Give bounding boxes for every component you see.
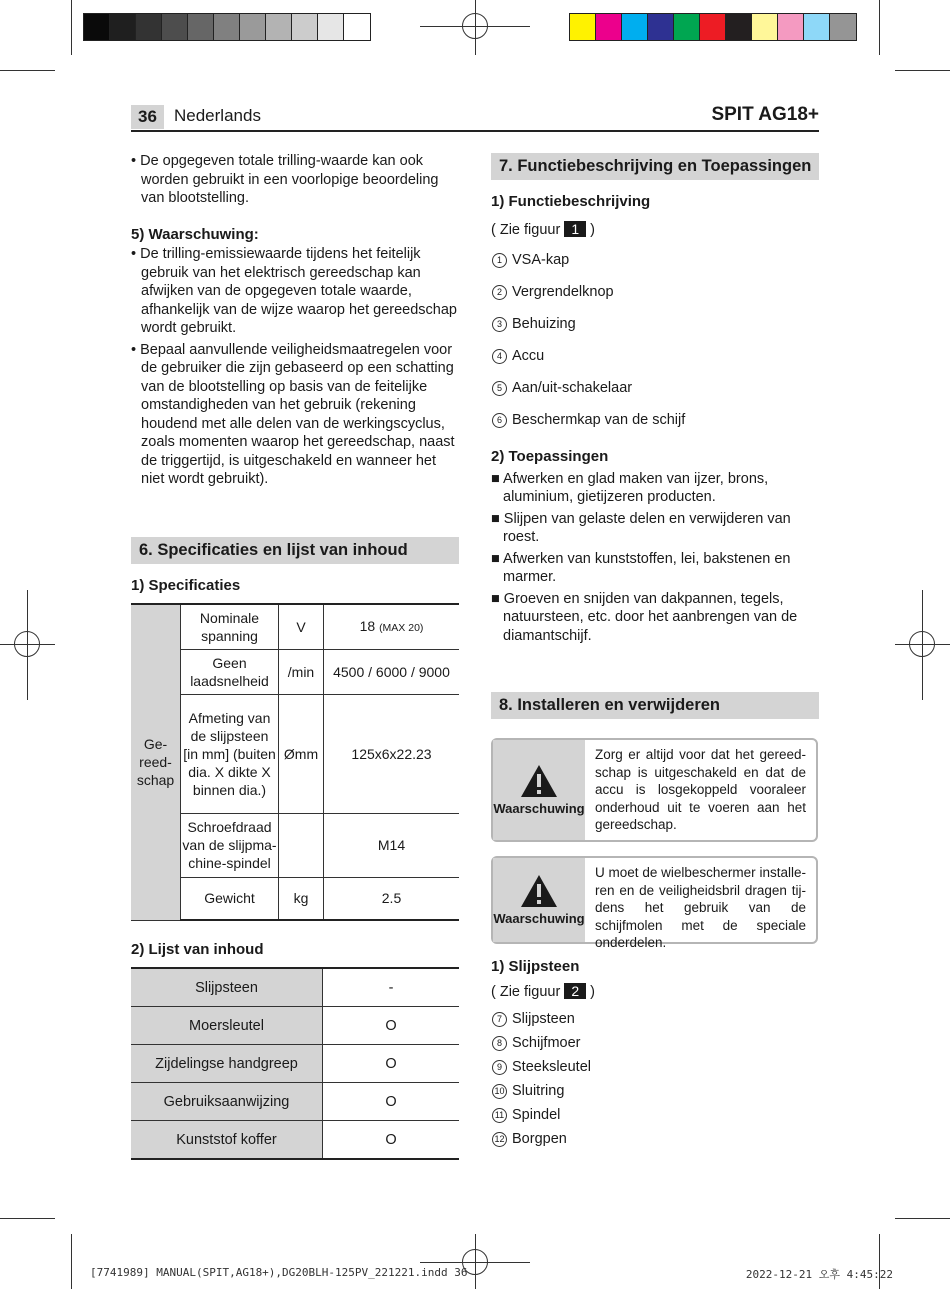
warning-label: Waarschuwing [493, 911, 585, 926]
part-label: Sluitring [512, 1083, 565, 1099]
gray-color-bar [83, 13, 371, 41]
registration-mark [14, 631, 40, 657]
warning-triangle-icon [520, 874, 558, 908]
part-item [492, 380, 632, 396]
part-item [492, 284, 614, 300]
color-swatch [188, 14, 214, 40]
spec-value: 4500 / 6000 / 9000 [324, 649, 460, 694]
figure-number-box: 1 [564, 221, 586, 237]
figure-ref-suffix: ) [590, 984, 595, 1000]
warning-text: Zorg er altijd voor dat het gereed-schap is uitgeschakeld en dat de accu is losgekoppeld vooraleer onderhoud uit te voeren aan het gereedschap. [595, 747, 806, 832]
color-swatch [136, 14, 162, 40]
color-swatch [622, 14, 648, 40]
product-title: SPIT AG18+ [711, 104, 819, 125]
color-swatch [752, 14, 778, 40]
cmyk-color-bar [569, 13, 857, 41]
warning-label: Waarschuwing [493, 801, 585, 816]
part-number: 11 [492, 1108, 507, 1123]
color-swatch [344, 14, 370, 40]
warning-bullet: • De trilling-emissiewaarde tijdens het feitelijk gebruik van het elektrisch gereedschap kan afwijken van de opgegeven totale waarde, afhankelijk van de wijze waarop het gereedschap wordt gebruikt. [131, 246, 457, 336]
color-swatch [674, 14, 700, 40]
table-row [131, 1007, 459, 1045]
color-swatch [292, 14, 318, 40]
part-label: Beschermkap van de schijf [512, 412, 686, 428]
registration-mark [909, 631, 935, 657]
part-item [492, 316, 576, 332]
figure-ref-prefix: ( Zie figuur [491, 984, 561, 1000]
spec-name: Geen laadsnelheid [181, 649, 279, 694]
part-label: Vergrendelknop [512, 284, 614, 300]
contents-value: O [323, 1007, 460, 1045]
spec-unit [279, 813, 324, 877]
part-label: Spindel [512, 1107, 561, 1123]
section-8-title: 8. Installeren en verwijderen [491, 692, 819, 719]
color-swatch [700, 14, 726, 40]
part-label: Borgpen [512, 1131, 567, 1147]
contents-table [131, 967, 459, 1160]
contents-item: Zijdelingse handgreep [131, 1045, 323, 1083]
application-item: ■ Groeven en snijden van dakpannen, tegels, natuursteen, etc. door het aanbrengen van de diamantschijf. [491, 590, 798, 644]
color-swatch [648, 14, 674, 40]
color-swatch [110, 14, 136, 40]
part-label: Schijfmoer [512, 1035, 581, 1051]
part-item [492, 1107, 560, 1123]
contents-item: Kunststof koffer [131, 1121, 323, 1160]
part-item [492, 1059, 591, 1075]
contents-value: O [323, 1121, 460, 1160]
color-swatch [162, 14, 188, 40]
figure-reference [491, 983, 595, 1000]
part-item [492, 1083, 564, 1099]
part-number: 8 [492, 1036, 507, 1051]
specifications-table [131, 603, 459, 921]
table-row [131, 604, 459, 649]
function-heading: 1) Functiebeschrijving [491, 193, 651, 210]
part-item [492, 252, 569, 268]
left-column-text [131, 152, 461, 489]
color-swatch [830, 14, 856, 40]
header-rule [131, 130, 819, 132]
part-number: 6 [492, 413, 507, 428]
spec-name: Afmeting van de slijpsteen [in mm] (buiten dia. X dikte X binnen dia.) [181, 694, 279, 813]
page-number: 36 [131, 105, 164, 129]
file-slug: [7741989] MANUAL(SPIT,AG18+),DG20BLH-125PV_221221.indd 36 [90, 1266, 468, 1279]
intro-bullet: • De opgegeven totale trilling-waarde kan ook worden gebruikt in een voorlopige beoordeling van blootstelling. [131, 153, 439, 206]
part-label: VSA-kap [512, 252, 570, 268]
color-swatch [804, 14, 830, 40]
application-item: ■ Afwerken van kunststoffen, lei, bakstenen en marmer. [491, 550, 791, 585]
warning-heading: 5) Waarschuwing: [131, 225, 259, 243]
part-item [492, 412, 685, 428]
crop-mark [895, 1218, 950, 1219]
warning-icon-panel [493, 740, 585, 840]
part-label: Aan/uit-schakelaar [512, 380, 633, 396]
part-number: 2 [492, 285, 507, 300]
color-swatch [570, 14, 596, 40]
table-row [131, 968, 459, 1007]
table-row [131, 694, 459, 813]
language-label: Nederlands [174, 106, 261, 125]
contents-value: - [323, 968, 460, 1007]
color-swatch [240, 14, 266, 40]
table-row [131, 1083, 459, 1121]
spec-unit: /min [279, 649, 324, 694]
part-number: 4 [492, 349, 507, 364]
crop-mark [71, 0, 72, 55]
contents-value: O [323, 1045, 460, 1083]
part-label: Accu [512, 348, 545, 364]
warning-triangle-icon [520, 764, 558, 798]
spec-group-label: Ge-reed-schap [131, 604, 181, 920]
warning-box [491, 738, 818, 842]
section-7-title: 7. Functiebeschrijving en Toepassingen [491, 153, 819, 180]
color-swatch [596, 14, 622, 40]
part-item [492, 348, 544, 364]
warning-box [491, 856, 818, 950]
spec-name: Gewicht [181, 877, 279, 920]
table-row [131, 1045, 459, 1083]
part-number: 1 [492, 253, 507, 268]
warning-bullet: • Bepaal aanvullende veiligheidsmaatregelen voor de gebruiker die zijn gebaseerd op een schatting van de blootstelling op basis van de feitelijke omstandigheden van het gebruik (rekening houdend met alle delen van de werkingscyclus, zoals momenten waarop het gereedschap, naast de triggertijd, is uitgeschakeld en wanneer het niet wordt gebruikt). [131, 341, 455, 487]
part-label: Slijpsteen [512, 1011, 575, 1027]
specifications-heading: 1) Specificaties [131, 577, 241, 594]
crop-mark [71, 1234, 72, 1289]
crop-mark [895, 70, 950, 71]
table-row [131, 877, 459, 920]
application-item: ■ Afwerken en glad maken van ijzer, brons, aluminium, gietijzeren producten. [491, 470, 769, 505]
contents-item: Slijpsteen [131, 968, 323, 1007]
print-timestamp: 2022-12-21 오후 4:45:22 [745, 1268, 893, 1281]
applications-heading: 2) Toepassingen [491, 448, 609, 465]
crop-mark [0, 1218, 55, 1219]
part-number: 12 [492, 1132, 507, 1147]
applications [491, 448, 821, 645]
spec-unit: kg [279, 877, 324, 920]
table-row [131, 1121, 459, 1160]
part-number: 5 [492, 381, 507, 396]
spec-unit: V [279, 604, 324, 649]
figure-reference [491, 221, 595, 238]
spec-value-suffix: (MAX 20) [379, 621, 424, 634]
figure-ref-suffix: ) [590, 222, 595, 238]
contents-item: Gebruiksaanwijzing [131, 1083, 323, 1121]
section-6-title: 6. Specificaties en lijst van inhoud [131, 537, 459, 564]
part-number: 3 [492, 317, 507, 332]
table-row [131, 813, 459, 877]
part-item [492, 1035, 581, 1051]
contents-heading: 2) Lijst van inhoud [131, 941, 264, 958]
spec-unit: Ømm [279, 694, 324, 813]
part-number: 7 [492, 1012, 507, 1027]
table-row [131, 649, 459, 694]
color-swatch [214, 14, 240, 40]
spec-value-main: 18 [359, 617, 376, 634]
part-label: Behuizing [512, 316, 576, 332]
part-label: Steeksleutel [512, 1059, 591, 1075]
contents-value: O [323, 1083, 460, 1121]
figure-number-box: 2 [564, 983, 586, 999]
contents-item: Moersleutel [131, 1007, 323, 1045]
color-swatch [726, 14, 752, 40]
spec-name: Schroefdraad van de slijpma-chine-spindel [181, 813, 279, 877]
color-swatch [318, 14, 344, 40]
grinding-stone-heading: 1) Slijpsteen [491, 958, 580, 975]
crop-mark [0, 70, 55, 71]
warning-icon-panel [493, 858, 585, 942]
registration-mark [462, 13, 488, 39]
part-item [492, 1011, 575, 1027]
spec-value: 2.5 [324, 877, 460, 920]
warning-text: U moet de wielbeschermer installe-ren en de veiligheidsbril dragen tij-dens het gebruik van de schijfmolen met de speciale onderdelen. [595, 865, 806, 950]
figure-ref-prefix: ( Zie figuur [491, 222, 561, 238]
part-number: 9 [492, 1060, 507, 1075]
color-swatch [266, 14, 292, 40]
color-swatch [84, 14, 110, 40]
spec-value [324, 604, 460, 649]
color-swatch [778, 14, 804, 40]
part-number: 10 [492, 1084, 507, 1099]
spec-value: M14 [324, 813, 460, 877]
part-item [492, 1131, 567, 1147]
spec-value: 125x6x22.23 [324, 694, 460, 813]
spec-name: Nominale spanning [181, 604, 279, 649]
application-item: ■ Slijpen van gelaste delen en verwijderen van roest. [491, 510, 791, 545]
crop-mark [879, 0, 880, 55]
